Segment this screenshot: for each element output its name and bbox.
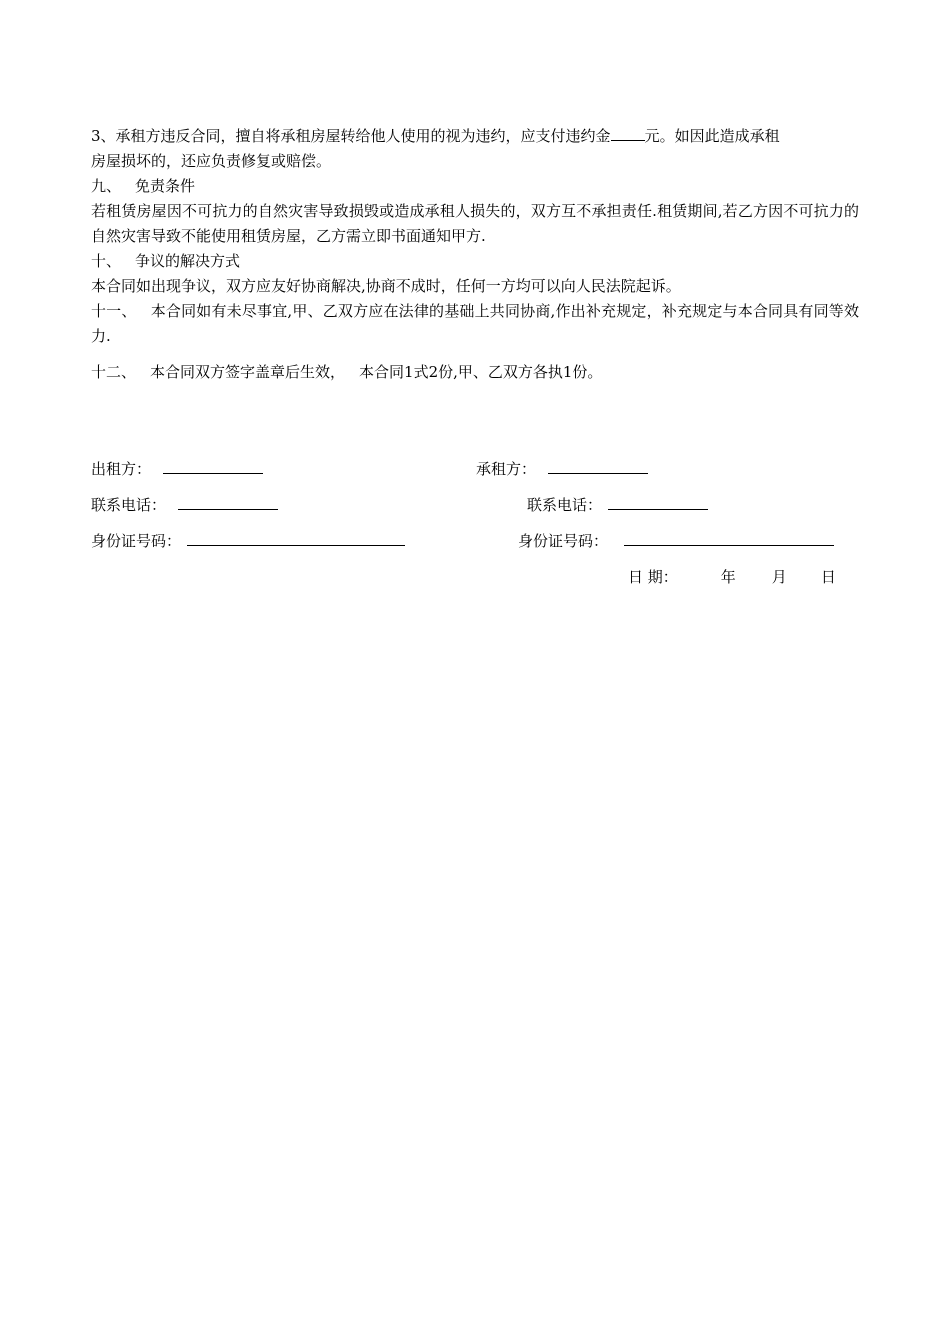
date-year: 年	[720, 568, 736, 586]
lessee-id-blank	[624, 530, 834, 546]
contract-body	[91, 124, 859, 385]
clause-12-number: 十二、	[91, 363, 137, 381]
signing-date	[628, 566, 836, 588]
penalty-amount-blank	[611, 125, 645, 141]
lessee-phone-blank	[608, 494, 708, 510]
clause-9-title: 免责条件	[135, 177, 196, 195]
clause-12	[91, 360, 859, 385]
lessee-label: 承租方：	[476, 460, 537, 478]
date-label: 日 期：	[628, 568, 678, 586]
date-month: 月	[771, 568, 787, 586]
lessor-id-label: 身份证号码：	[91, 532, 182, 550]
lessee-blank	[548, 458, 648, 474]
clause-8-item-3-line-1	[91, 124, 859, 149]
lessee-phone-label: 联系电话：	[527, 496, 603, 514]
clause-9-number: 九、	[91, 177, 122, 195]
clause-10-heading	[91, 249, 859, 274]
lessee-id-label: 身份证号码：	[518, 532, 609, 550]
lessor-id-line	[91, 530, 405, 552]
clause-10-title: 争议的解决方式	[135, 252, 241, 270]
clause-10-number: 十、	[91, 252, 122, 270]
clause-11	[91, 299, 859, 349]
clause-12-body-part-1: 本合同双方签字盖章后生效，	[150, 363, 346, 381]
clause-10-body: 本合同如出现争议，双方应友好协商解决,协商不成时，任何一方均可以向人民法院起诉。	[91, 277, 681, 295]
clause-11-body: 本合同如有未尽事宜,甲、乙双方应在法律的基础上共同协商,作出补充规定，补充规定与本合同具有同等效力.	[91, 302, 859, 345]
lessor-phone-line	[91, 494, 278, 516]
lessor-blank	[163, 458, 263, 474]
lessor-phone-blank	[178, 494, 278, 510]
lessee-phone-line	[527, 494, 708, 516]
lessor-phone-label: 联系电话：	[91, 496, 167, 514]
lessor-label: 出租方：	[91, 460, 152, 478]
lessee-signature-line	[476, 458, 648, 480]
clause-8-item-3-text-after: 元。如因此造成承租	[644, 127, 780, 145]
clause-12-body-part-2: 本合同1式2份,甲、乙双方各执1份。	[359, 363, 603, 381]
lessor-id-blank	[187, 530, 405, 546]
clause-8-item-3-text-before: 3、承租方违反合同，擅自将承租房屋转给他人使用的视为违约，应支付违约金	[91, 127, 611, 145]
clause-8-item-3-line-2: 房屋损坏的，还应负责修复或赔偿。	[91, 152, 332, 170]
lessor-signature-line	[91, 458, 263, 480]
lessee-id-line	[518, 530, 834, 552]
clause-11-number: 十一、	[91, 302, 137, 320]
date-day: 日	[820, 568, 836, 586]
clause-9-heading	[91, 174, 859, 199]
clause-9-body: 若租赁房屋因不可抗力的自然灾害导致损毁或造成承租人损失的，双方互不承担责任.租赁期间,若乙方因不可抗力的自然灾害导致不能使用租赁房屋，乙方需立即书面通知甲方.	[91, 202, 859, 245]
